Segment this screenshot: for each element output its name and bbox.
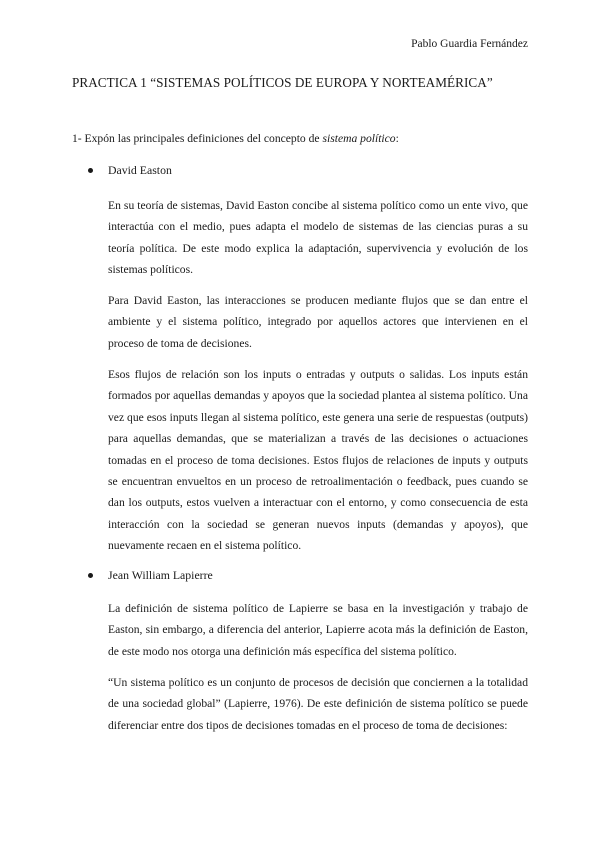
document-title: PRACTICA 1 “SISTEMAS POLÍTICOS DE EUROPA Y NORTEAMÉRICA”	[72, 75, 493, 90]
question-suffix: :	[395, 132, 399, 145]
bullet-item-lapierre	[88, 566, 213, 584]
paragraph: “Un sistema político es un conjunto de procesos de decisión que conciernen a la totalidad de una sociedad global” (Lapierre, 1976). De este definición de sistema político se puede diferenciar entre dos tipos de decisiones tomadas en el proceso de toma de decisiones:	[108, 676, 528, 732]
paragraph: Esos flujos de relación son los inputs o entradas y outputs o salidas. Los inputs están formados por aquellas demandas y apoyos que la sociedad plantea al sistema político. Una vez que esos inputs llegan al sistema político, este genera una serie de respuestas (outputs) para aquellas demandas, que se materializan a través de las decisiones o actuaciones tomadas en el proceso de toma decisiones. Estos flujos de relaciones de inputs y outputs se encuentran envueltos en un proceso de retroalimentación o feedback, pues cuando se dan los outputs, estos vuelven a interactuar con el entorno, y como consecuencia de esta interacción con la sociedad se generan nuevos inputs (demandas y apoyos), que nuevamente recaen en el sistema político.	[108, 368, 528, 553]
question-emphasis: sistema político	[322, 132, 396, 145]
bullet-item-easton	[88, 161, 172, 179]
paragraph: La definición de sistema político de Lapierre se basa en la investigación y trabajo de Easton, sin embargo, a diferencia del anterior, Lapierre acota más la definición de Easton, de este modo nos otorga una definición más específica del sistema político.	[108, 602, 528, 658]
question-prefix: 1- Expón las principales definiciones del concepto de	[72, 132, 323, 145]
bullet-label: David Easton	[108, 163, 172, 177]
paragraph: Para David Easton, las interacciones se producen mediante flujos que se dan entre el ambiente y el sistema político, integrado por aquellos actores que intervienen en el proceso de toma de decisiones.	[108, 294, 528, 350]
question-heading	[72, 130, 542, 148]
bullet-dot-icon	[88, 168, 93, 173]
author-name: Pablo Guardia Fernández	[411, 38, 528, 50]
paragraph: En su teoría de sistemas, David Easton concibe al sistema político como un ente vivo, que interactúa con el medio, pues adapta el modelo de sistemas de las ciencias puras a su teoría política. De este modo explica la adaptación, supervivencia y evolución de los sistemas políticos.	[108, 199, 528, 277]
bullet-label: Jean William Lapierre	[108, 568, 213, 582]
bullet-dot-icon	[88, 573, 93, 578]
